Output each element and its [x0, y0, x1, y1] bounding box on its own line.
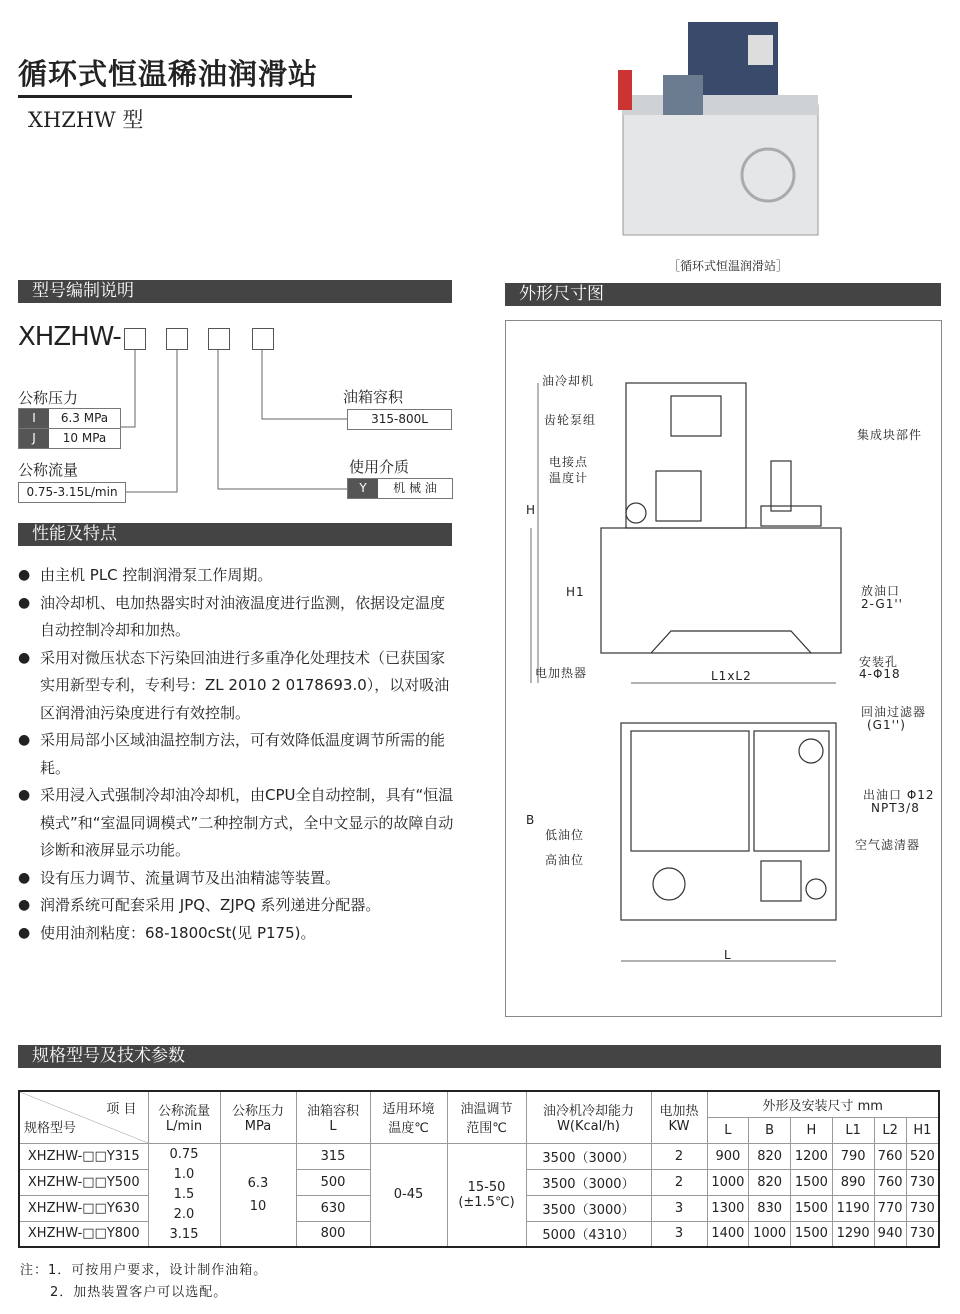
- label-high-level: 高油位: [545, 853, 585, 867]
- note-1: 注：1．可按用户要求，设计制作油箱。: [20, 1263, 268, 1278]
- label-low-level: 低油位: [545, 828, 585, 842]
- flow-value: 0.75-3.15L/min: [18, 482, 126, 503]
- label-l1xl2: L1xL2: [711, 669, 752, 683]
- pressure-option-j: J 10 MPa: [18, 428, 121, 449]
- section-features: 性能及特点: [18, 523, 452, 546]
- label-mount-1: 安装孔: [859, 655, 899, 669]
- label-outlet-1: 出油口 Φ12: [863, 788, 935, 802]
- feature-item: ● 采用浸入式强制冷却油冷却机，由CPU全自动控制，具有“恒温模式”和“室温同调模式”二种控制方式，全中文显示的故障自动诊断和液屏显示功能。: [18, 782, 458, 865]
- label-return-filter-2: (G1''): [867, 718, 906, 732]
- section-model-code: 型号编制说明: [18, 280, 452, 303]
- page-title: 循环式恒温稀油润滑站: [18, 52, 352, 98]
- feature-item: ● 设有压力调节、流量调节及出油精滤等装置。: [18, 865, 458, 893]
- tank-label: 油箱容积: [343, 388, 404, 406]
- header-model: 规格型号: [24, 1121, 77, 1137]
- notes: [20, 1260, 267, 1304]
- feature-item: ● 由主机 PLC 控制润滑泵工作周期。: [18, 562, 458, 590]
- feature-item: ● 润滑系统可配套采用 JPQ、ZJPQ 系列递进分配器。: [18, 892, 458, 920]
- label-L: L: [724, 948, 732, 962]
- label-manifold: 集成块部件: [857, 428, 923, 442]
- page-subtitle: XHZHW 型: [28, 108, 144, 132]
- feature-item: ● 采用对微压状态下污染回油进行多重净化处理技术（已获国家实用新型专利，专利号：ZL 2010 2 0178693.0），以对吸油区润滑油污染度进行有效控制。: [18, 645, 458, 728]
- table-row: XHZHW-□□Y315 0.75 1.0 1.5 2.0 3.15 6.3 10 315 0-45 15-50 (±1.5℃) 3500（3000） 2 900 820 1200 790 760 520: [19, 1143, 939, 1169]
- label-B: B: [526, 813, 536, 827]
- label-return-filter-1: 回油过滤器: [861, 705, 927, 719]
- table-row: XHZHW-□□Y630 630 3500（3000） 3 1300 830 1500 1190 770 730: [19, 1195, 939, 1221]
- label-drain-2: 2-G1'': [861, 597, 903, 611]
- header-dims: 外形及安装尺寸 mm: [707, 1091, 939, 1117]
- label-oil-cooler: 油冷却机: [542, 374, 595, 388]
- features-list: [18, 562, 458, 947]
- pressure-label: 公称压力: [18, 389, 79, 407]
- feature-item: ● 油冷却机、电加热器实时对油液温度进行监测，依据设定温度自动控制冷却和加热。: [18, 590, 458, 645]
- pressure-option-i: I 6.3 MPa: [18, 408, 121, 429]
- label-mount-2: 4-Φ18: [859, 667, 901, 681]
- feature-item: ● 采用局部小区域油温控制方法，可有效降低温度调节所需的能耗。: [18, 727, 458, 782]
- table-row: XHZHW-□□Y800 800 5000（4310） 3 1400 1000 1500 1290 940 730: [19, 1221, 939, 1247]
- model-prefix: XHZHW-: [18, 322, 121, 352]
- label-contact-thermometer-2: 温度计: [549, 471, 589, 485]
- photo-caption: ［循环式恒温润滑站］: [668, 259, 789, 273]
- label-H1: H1: [566, 585, 585, 599]
- table-row: XHZHW-□□Y500 500 3500（3000） 2 1000 820 1500 890 760 730: [19, 1169, 939, 1195]
- header-item: 项 目: [106, 1102, 137, 1118]
- medium-label: 使用介质: [349, 458, 410, 476]
- medium-value: Y 机 械 油: [347, 478, 453, 499]
- section-specs: 规格型号及技术参数: [18, 1045, 941, 1068]
- feature-item: ● 使用油剂粘度：68-1800cSt(见 P175)。: [18, 920, 458, 948]
- label-H: H: [526, 503, 537, 517]
- tank-value: 315-800L: [347, 409, 452, 430]
- spec-table: 项 目 规格型号 公称流量 L/min 公称压力 MPa 油箱容积 L 适用环境 温度℃ 油温调节 范围℃ 油冷机冷却能力 W(Kcal/h) 电加热 KW 外形及安装尺寸 mm L B H L1 L2 H1 XHZHW-□□Y315 0.75 1.0 1.5 2.0 3.15 6.3 10 315 0-45 15-50 (±1.5℃) 3500（3000） 2 900 820 1200 790 760 520 XHZHW-□□Y500 500 3500（3000） 2 1000 820 1500 890 760 730 XHZHW-□□Y630 630 3500（3000） 3 1300 830 1500 1190 770 730 XHZHW-□□Y800 800 5000（4310） 3 1400 1000 1500 1290 940 730: [18, 1090, 940, 1248]
- label-outlet-2: NPT3/8: [871, 801, 920, 815]
- product-photo: [618, 20, 823, 250]
- section-dimensions: 外形尺寸图: [505, 283, 941, 306]
- flow-label: 公称流量: [18, 461, 79, 479]
- note-2: 2．加热装置客户可以选配。: [50, 1285, 228, 1300]
- label-gear-pump: 齿轮泵组: [544, 413, 597, 427]
- label-air-filter: 空气滤清器: [855, 838, 921, 852]
- dimension-drawing: [505, 320, 942, 1017]
- label-heater: 电加热器: [535, 666, 588, 680]
- label-drain-1: 放油口: [861, 584, 901, 598]
- label-contact-thermometer-1: 电接点: [549, 455, 589, 469]
